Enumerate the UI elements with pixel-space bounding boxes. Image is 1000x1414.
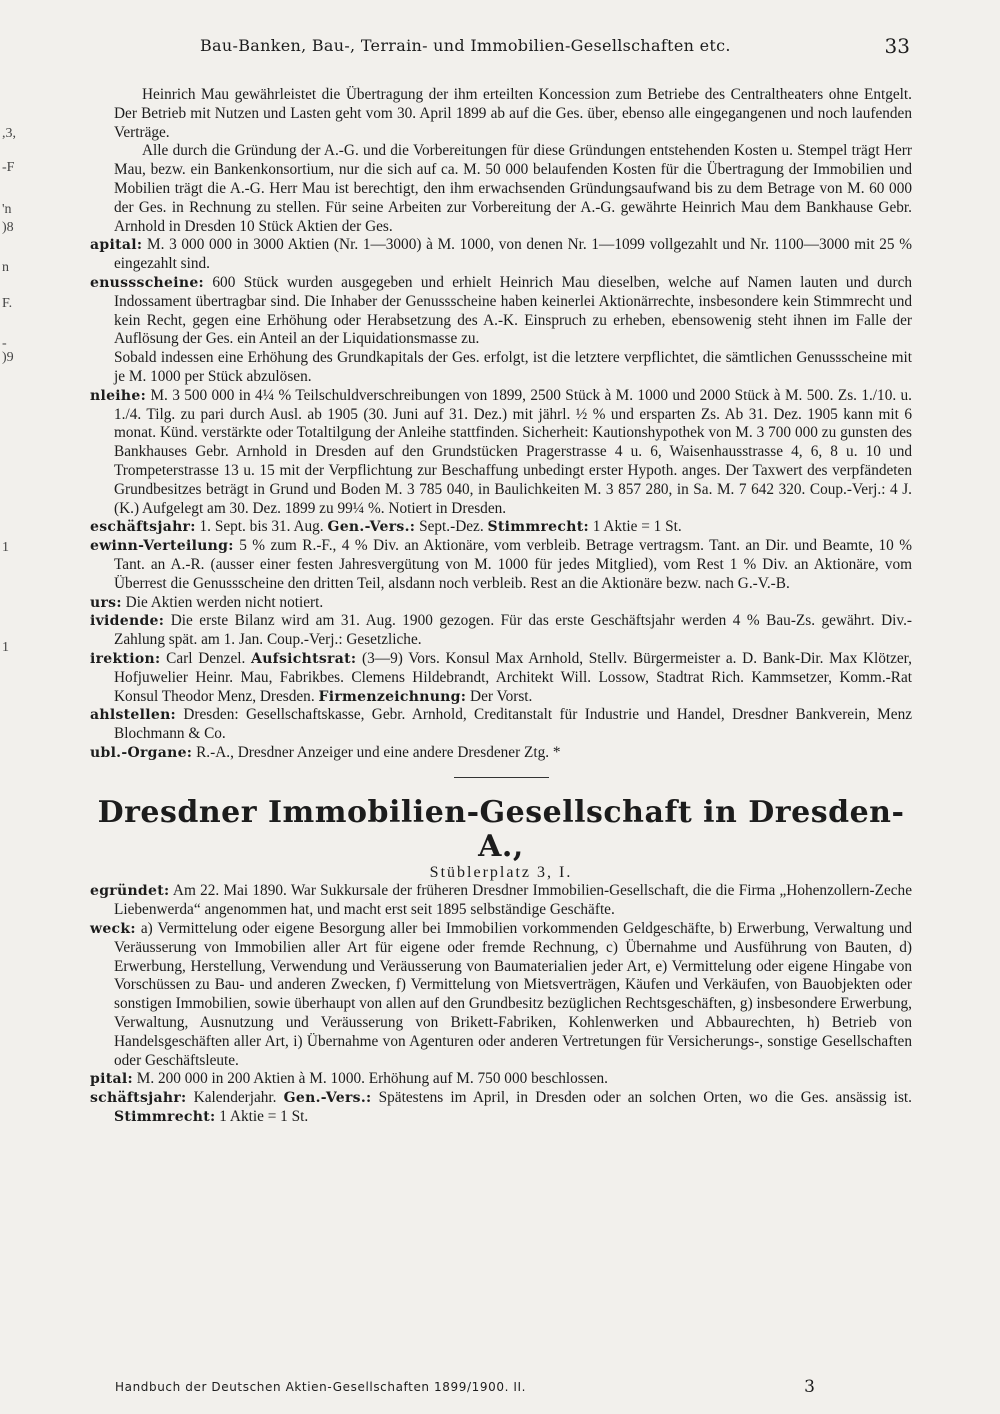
text-aufsichtsrat: (3—9) Vors. Konsul Max Arnhold, Stellv. Bürgermeister a. D. Bank-Dir. Max Klötzer, Hofjuwelier Heinr. Mau, Fabrikbes. Clemens Hildebrandt, Architekt Will. Lossow, Stadtrat Rich. Kammsetzer, Komm.-Rat Konsul Theodor Menz, Dresden. [114, 649, 912, 705]
text-kapital-2: M. 200 000 in 200 Aktien à M. 1000. Erhöhung auf M. 750 000 beschlossen. [136, 1070, 608, 1088]
paragraph-intro-2: Alle durch die Gründung der A.-G. und die Vorbereitungen für diese Gründungen entstehenden Kosten u. Stempel trägt Herr Mau, bezw. ein Bankenkonsortium, nur die sich auf ca. M. 50 000 belaufenden Kosten für die Übertragung der Immobilien und Mobilien trägt die A.-G. Herr Mau ist berechtigt, den ihm erwachsenden Gründungsaufwand bis zu dem Betrage von M. 60 000 der Ges. in Rechnung zu stellen. Für seine Arbeiten zur Vorbereitung der A.-G. gewährte Heinrich Mau dem Bankhause Gebr. Arnhold in Dresden 10 Stück Aktien der Ges. [114, 142, 912, 235]
page-header [130, 36, 910, 64]
text-publ-organe: R.-A., Dresdner Anzeiger und eine andere Dresdener Ztg. * [196, 743, 561, 761]
margin-fragment: - [2, 336, 7, 351]
footer-signature: 3 [804, 1377, 815, 1397]
margin-fragment: n [2, 260, 9, 275]
page-footer [115, 1377, 815, 1402]
text-genussscheine: 600 Stück wurden ausgegeben und erhielt Heinrich Mau dieselben, welche auf Namen lauten und durch Indossament übertragbar sind. Die Inhaber der Genussscheine haben keinerlei Aktionärrechte, insbesondere kein Stimmrecht und kein Recht, gegen eine Erhöhung oder Herabsetzung des A.-K. Einspruch zu erheben, ebensowenig steht ihnen im Falle der Auflösung der Ges. ein Anteil an der Liquidationsmasse zu. [114, 273, 913, 348]
label-kurs: urs: [90, 594, 122, 611]
entry-geschaeftsjahr [90, 518, 912, 537]
paragraph-intro-1: Heinrich Mau gewährleistet die Übertragung der ihm erteilten Koncession zum Betriebe des Centraltheaters ohne Entgelt. Der Betrieb mit Nutzen und Lasten geht vom 30. April 1899 ab auf die Ges. über, ebenso alle eingegangenen und noch laufenden Verträge. [114, 86, 912, 141]
label-dividende: ividende: [90, 613, 165, 630]
entry-gegruendet [90, 882, 912, 920]
section-divider [454, 777, 549, 778]
running-title: Bau-Banken, Bau-, Terrain- und Immobilien-Gesellschaften etc. [200, 36, 731, 55]
entry-zweck [90, 920, 912, 1070]
company-title: Dresdner Immobilien-Gesellschaft in Dresden-A., [97, 794, 905, 864]
margin-fragment: )9 [2, 350, 14, 365]
entry-dividende [90, 612, 912, 650]
label-gen-vers: Gen.-Vers.: [327, 519, 416, 536]
footer-source: Handbuch der Deutschen Aktien-Gesellschaften 1899/1900. II. [115, 1380, 527, 1394]
label-gegruendet: egründet: [90, 883, 170, 900]
label-anleihe: nleihe: [90, 387, 147, 404]
text-gewinn-verteilung: 5 % zum R.-F., 4 % Div. an Aktionäre, vom verbleib. Betrage vertragsm. Tant. an Dir. und Beamte, 10 % Tant. an A.-R. (ausser einer festen Jahresvergütung von M. 1000 für jedes Mitglied), vom Rest 1 % Div. an Aktionäre, vom Überrest die Genussscheine den dritten Teil, alsdann noch verbleib. Rest an die Aktionäre bezw. nach G.-V.-B. [114, 537, 912, 592]
company-address: Stüblerplatz 3, I. [429, 863, 573, 881]
label-kapital: apital: [90, 237, 143, 254]
margin-fragment: 'n [2, 202, 12, 217]
label-gen-vers-2: Gen.-Vers.: [283, 1090, 372, 1107]
text-gegruendet: Am 22. Mai 1890. War Sukkursale der früheren Dresdner Immobilien-Gesellschaft, die die Firma „Hohenzollern-Zeche Liebenwerda“ angenommen hat, und macht erst seit 1895 selbständige Geschäfte. [114, 882, 912, 919]
label-zweck: weck: [90, 921, 136, 938]
page-number: 33 [884, 34, 910, 58]
label-stimmrecht: Stimmrecht: [487, 519, 589, 536]
margin-fragment: )8 [2, 220, 14, 235]
text-gen-vers-2: Spätestens im April, in Dresden oder an solchen Orten, wo die Ges. ansässig ist. [378, 1089, 912, 1107]
text-geschaeftsjahr-2: Kalenderjahr. [193, 1089, 277, 1107]
text-genussscheine-2: Sobald indessen eine Erhöhung des Grundkapitals der Ges. erfolgt, ist die letztere verpflichtet, die sämtlichen Genussscheine mit je M. 1000 per Stück abzulösen. [114, 349, 912, 385]
label-gewinn-verteilung: ewinn-Verteilung: [90, 538, 234, 555]
margin-fragment: ,3, [2, 126, 16, 141]
text-geschaeftsjahr: 1. Sept. bis 31. Aug. [199, 518, 324, 536]
text-dividende: Die erste Bilanz wird am 31. Aug. 1900 gezogen. Für das erste Geschäftsjahr werden 4 % Bau-Zs. gewährt. Div.-Zahlung spät. am 1. Jan. Coup.-Verj.: Gesetzliche. [114, 612, 912, 649]
text-direktion: Carl Denzel. [166, 649, 246, 667]
text-anleihe: M. 3 500 000 in 4¼ % Teilschuldverschreibungen von 1899, 2500 Stück à M. 1000 und 2000 Stück à M. 500. Zs. 1./10. u. 1./4. Tilg. zu pari durch Ausl. ab 1905 (30. Juni auf 31. Dez.) mit jährl. ½ % und ersparten Zs. Ab 31. Dez. 1905 kann mit 6 monat. Künd. verstärkte oder Totaltilgung der Anleihe stattfinden. Sicherheit: Kautionshypothek von M. 3 700 000 zu gunsten des Bankhauses Gebr. Arnhold in Dresden auf den Grundstücken Pragerstrasse 4 u. 6, Waisenhausstrasse 4, 6, 8 u. 10 und Trompeterstrasse 13 u. 15 mit der Verpflichtung zur Beschaffung unbedingt erster Hypoth. anges. Der Taxwert des verpfändeten Grundbesitzes beträgt in Grund und Boden M. 3 785 040, in Baulichkeiten M. 3 857 280, in Sa. M. 7 642 320. Coup.-Verj.: 4 J. (K.) Aufgelegt am 30. Dez. 1899 zu 99¼ %. Notiert in Dresden. [114, 386, 912, 517]
entry-zahlstellen [90, 706, 912, 744]
label-firmenzeichnung: Firmenzeichnung: [318, 688, 467, 705]
entry-gewinn-verteilung [90, 537, 912, 593]
label-aufsichtsrat: Aufsichtsrat: [251, 650, 357, 667]
text-kurs: Die Aktien werden nicht notiert. [125, 593, 324, 611]
text-stimmrecht: 1 Aktie = 1 St. [592, 518, 682, 536]
entry-kapital [90, 236, 912, 274]
text-kapital: M. 3 000 000 in 3000 Aktien (Nr. 1—3000) à M. 1000, von denen Nr. 1—1099 vollgezahlt und Nr. 1100—3000 mit 25 % eingezahlt sind. [114, 236, 912, 273]
text-zahlstellen: Dresden: Gesellschaftskasse, Gebr. Arnhold, Creditanstalt für Industrie und Handel, Dresdner Bankverein, Menz Blochmann & Co. [114, 706, 913, 743]
entry-kapital-2 [90, 1070, 912, 1089]
text-firmenzeichnung: Der Vorst. [470, 687, 533, 705]
label-genussscheine: enussscheine: [90, 274, 204, 291]
entry-genussscheine [90, 274, 912, 349]
label-zahlstellen: ahlstellen: [90, 707, 177, 724]
margin-fragment: -F [2, 160, 15, 175]
margin-fragment: 1 [2, 640, 9, 655]
text-stimmrecht-2: 1 Aktie = 1 St. [219, 1108, 309, 1126]
text-zweck: a) Vermittelung oder eigene Besorgung aller bei Immobilien vorkommenden Geldgeschäfte, b) Erwerbung, Verwaltung und Veräusserung von Immobilien aller Art für eigene oder fremde Rechnung, c) Übernahme und Ausführung von Bauten, d) Erwerbung, Herstellung, Verwendung und Veräusserung von Baumaterialien jeder Art, e) Vermittelung oder eigene Hingabe von Vorschüssen zu Bau- und anderen Zwecken, f) Vermittelung von Mietsverträgen, Käufen und Verkäufen, von Bauobjekten oder sonstigen Immobilien, sowie überhaupt von allen auf den Grundbesitz bezüglichen Rechtsgeschäften, g) insbesondere Erwerbung, Verwaltung, Ausnutzung und Veräusserung von Brikett-Fabriken, Kohlenwerken und Abbaurechten, h) Betrieb von Handelsgeschäften aller Art, i) Übernahme von Agenturen oder anderen Vertretungen für Versicherungs-, sonstige Gesellschaften oder Geschäftsleute. [114, 920, 912, 1069]
page-body [90, 86, 912, 1127]
label-direktion: irektion: [90, 650, 161, 667]
entry-anleihe [90, 387, 912, 519]
previous-entry [90, 86, 912, 236]
entry-publ-organe [90, 744, 912, 763]
entry-kurs [90, 594, 912, 613]
label-publ-organe: ubl.-Organe: [90, 744, 193, 761]
label-geschaeftsjahr-2: schäftsjahr: [90, 1090, 187, 1107]
label-kapital-2: pital: [90, 1071, 133, 1088]
label-stimmrecht-2: Stimmrecht: [114, 1109, 216, 1126]
margin-fragment: F. [2, 296, 13, 311]
margin-fragment: 1 [2, 540, 9, 555]
text-gen-vers: Sept.-Dez. [419, 518, 484, 536]
label-geschaeftsjahr: eschäftsjahr: [90, 519, 196, 536]
entry-direktion [90, 650, 912, 706]
entry-geschaeftsjahr-2 [90, 1089, 912, 1127]
